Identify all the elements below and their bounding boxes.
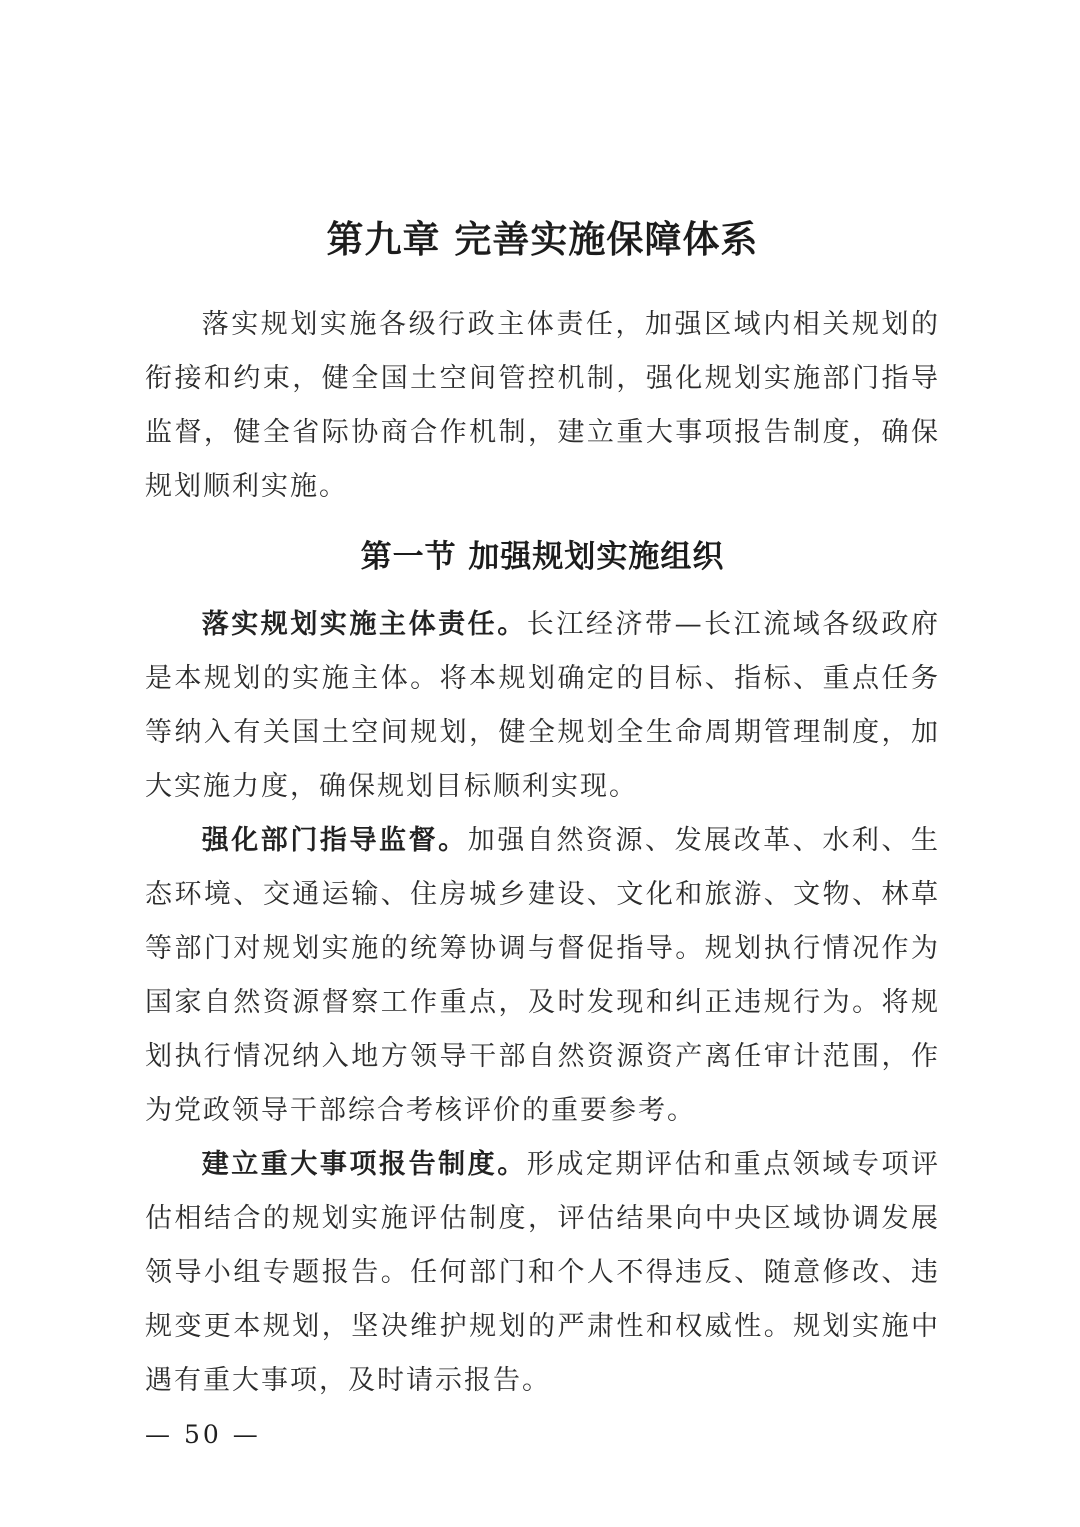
paragraph-lead: 建立重大事项报告制度。 xyxy=(201,1149,527,1180)
paragraph-department-supervision xyxy=(145,814,940,1138)
paragraph-body: 长江经济带—长江流域各级政府是本规划的实施主体。将本规划确定的目标、指标、重点任务等纳入有关国土空间规划，健全规划全生命周期管理制度，加大实施力度，确保规划目标顺利实现。 xyxy=(145,609,941,802)
paragraph-lead: 强化部门指导监督。 xyxy=(201,825,468,856)
section-title: 第一节 加强规划实施组织 xyxy=(360,539,725,575)
paragraph-body: 形成定期评估和重点领域专项评估相结合的规划实施评估制度，评估结果向中央区域协调发展领导小组专题报告。任何部门和个人不得违反、随意修改、违规变更本规划，坚决维护规划的严肃性和权威性。规划实施中遇有重大事项，及时请示报告。 xyxy=(145,1149,941,1396)
chapter-title: 第九章 完善实施保障体系 xyxy=(326,218,759,261)
paragraph-implementation-responsibility xyxy=(145,598,940,814)
page-number: — 50 — xyxy=(145,1420,261,1449)
paragraph-body: 加强自然资源、发展改革、水利、生态环境、交通运输、住房城乡建设、文化和旅游、文物、林草等部门对规划实施的统筹协调与督促指导。规划执行情况作为国家自然资源督察工作重点，及时发现和纠正违规行为。将规划执行情况纳入地方领导干部自然资源资产离任审计范围，作为党政领导干部综合考核评价的重要参考。 xyxy=(145,825,941,1126)
paragraph-lead: 落实规划实施主体责任。 xyxy=(201,609,527,640)
intro-paragraph: 落实规划实施各级行政主体责任，加强区域内相关规划的衔接和约束，健全国土空间管控机制，强化规划实施部门指导监督，健全省际协商合作机制，建立重大事项报告制度，确保规划顺利实施。 xyxy=(145,309,940,502)
paragraph-major-matters-reporting xyxy=(145,1138,940,1408)
